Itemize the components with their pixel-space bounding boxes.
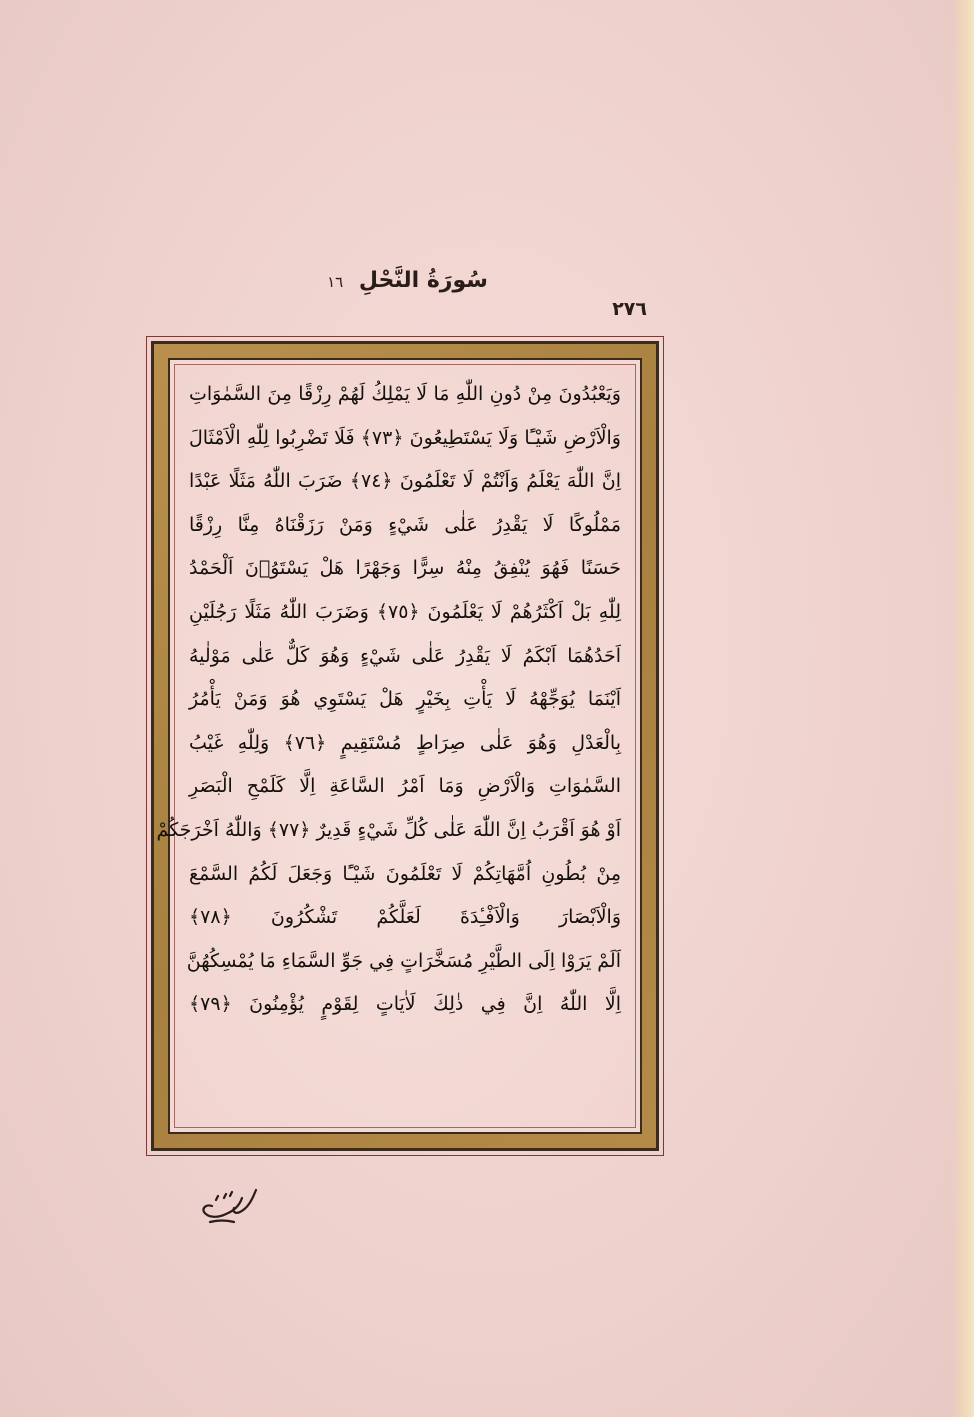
text-line-4: مَمْلُوكًا لَا يَقْدِرُ عَلٰى شَيْءٍ وَمَنْ رَزَقْنَاهُ مِنَّا رِزْقًا — [189, 513, 621, 536]
page-header — [150, 268, 665, 318]
gold-border — [151, 341, 659, 1151]
text-line-11: اَوْ هُوَ اَقْرَبُ اِنَّ اللّٰهَ عَلٰى كُلِّ شَيْءٍ قَدِيرٌ ﴿٧٧﴾ وَاللّٰهُ اَخْرَجَكُمْ — [156, 818, 621, 841]
surah-name: سُورَةُ النَّحْلِ — [358, 268, 488, 293]
text-line-6: لِلّٰهِ بَلْ اَكْثَرُهُمْ لَا يَعْلَمُونَ ﴿٧٥﴾ وَضَرَبَ اللّٰهُ مَثَلًا رَجُلَيْنِ — [189, 600, 622, 623]
text-frame — [146, 336, 664, 1156]
text-panel — [156, 364, 636, 1128]
text-line-10: السَّمٰوَاتِ وَالْاَرْضِ وَمَا اَمْرُ السَّاعَةِ اِلَّا كَلَمْحِ الْبَصَرِ — [189, 775, 621, 798]
surah-number: ١٦ — [327, 273, 344, 291]
text-line-14: اَلَمْ يَرَوْا اِلَى الطَّيْرِ مُسَخَّرَاتٍ فِي جَوِّ السَّمَاءِ مَا يُمْسِكُهُنَّ — [186, 949, 621, 972]
text-line-8: اَيْنَمَا يُوَجِّهْهُ لَا يَأْتِ بِخَيْرٍ هَلْ يَسْتَوِي هُوَ وَمَنْ يَأْمُرُ — [189, 688, 621, 711]
text-line-13: وَالْاَبْصَارَ وَالْاَفْـِٔدَةَ لَعَلَّكُمْ تَشْكُرُونَ ﴿٧٨﴾ — [189, 906, 621, 929]
text-line-2: وَالْاَرْضِ شَيْـًٔا وَلَا يَسْتَطِيعُونَ ﴿٧٣﴾ فَلَا تَضْرِبُوا لِلّٰهِ الْاَمْثَالَ — [189, 426, 621, 449]
page-edge — [952, 0, 974, 1417]
page-number: ٢٧٦ — [612, 298, 647, 320]
text-line-7: اَحَدُهُمَا اَبْكَمُ لَا يَقْدِرُ عَلٰى شَيْءٍ وَهُوَ كَلٌّ عَلٰى مَوْلٰيهُ — [189, 644, 621, 667]
text-line-3: اِنَّ اللّٰهَ يَعْلَمُ وَاَنْتُمْ لَا تَعْلَمُونَ ﴿٧٤﴾ ضَرَبَ اللّٰهُ مَثَلًا عَبْدًا — [189, 470, 621, 493]
surah-title — [150, 268, 665, 293]
catchword-signature — [196, 1178, 266, 1228]
text-line-9: بِالْعَدْلِ وَهُوَ عَلٰى صِرَاطٍ مُسْتَقِيمٍ ﴿٧٦﴾ وَلِلّٰهِ غَيْبُ — [189, 731, 622, 754]
inner-border — [156, 358, 642, 1134]
text-line-15: اِلَّا اللّٰهُ اِنَّ فِي ذٰلِكَ لَاٰيَاتٍ لِقَوْمٍ يُؤْمِنُونَ ﴿٧٩﴾ — [189, 993, 621, 1016]
text-line-5: حَسَنًا فَهُوَ يُنْفِقُ مِنْهُ سِرًّا وَجَهْرًا هَلْ يَسْتَوُ۫نَ اَلْحَمْدُ — [189, 557, 621, 580]
text-line-12: مِنْ بُطُونِ اُمَّهَاتِكُمْ لَا تَعْلَمُونَ شَيْـًٔا وَجَعَلَ لَكُمُ السَّمْعَ — [189, 862, 621, 885]
text-line-1: وَيَعْبُدُونَ مِنْ دُونِ اللّٰهِ مَا لَا يَمْلِكُ لَهُمْ رِزْقًا مِنَ السَّمٰوَاتِ — [189, 383, 621, 405]
